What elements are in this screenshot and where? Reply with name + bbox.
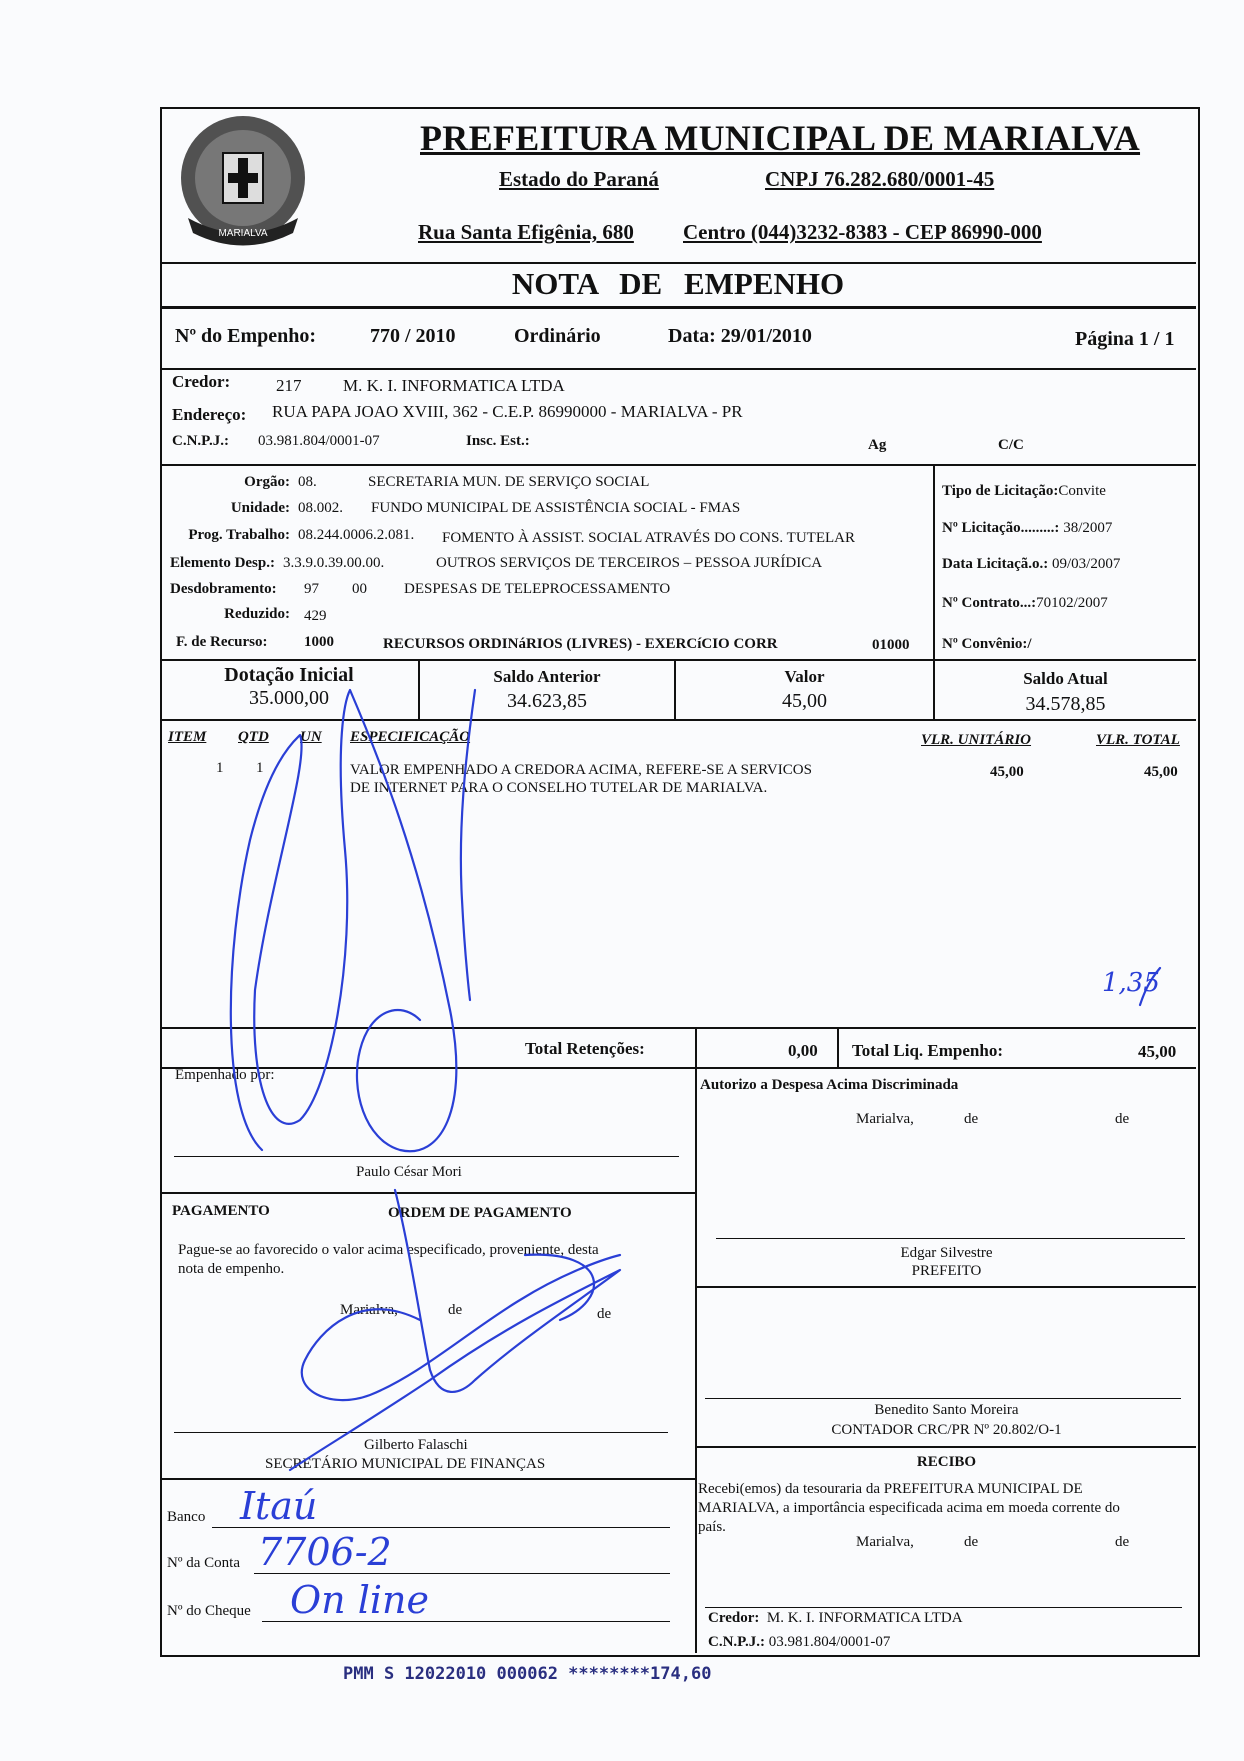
credor-cnpj: 03.981.804/0001-07 [258,433,380,449]
pagamento-texto-1: Pague-se ao favorecido o valor acima especificado, proveniente, desta [178,1242,599,1258]
conta-label: Nº da Conta [167,1555,240,1571]
dotacao-value: 35.000,00 [249,687,329,709]
empenho-number: 770 / 2010 [370,325,456,347]
pagamento-de-1: de [448,1302,463,1318]
prefeito-nome: Edgar Silvestre [900,1245,993,1261]
signature-ordem [290,1190,620,1470]
insc-label: Insc. Est.: [466,433,530,449]
retencoes-label: Total Retenções: [525,1039,645,1058]
financas-nome: Gilberto Falaschi [364,1437,468,1453]
desdob-a: 97 [304,581,319,597]
recibo-texto-3: país. [698,1519,726,1535]
item-qtd: 1 [256,760,264,776]
unidade-desc: FUNDO MUNICIPAL DE ASSISTÊNCIA SOCIAL - FMAS [371,500,741,516]
dotacao-label: Dotação Inicial [224,664,354,686]
col-un: UN [300,729,322,745]
item-spec-line1: VALOR EMPENHADO A CREDORA ACIMA, REFERE-SE A SERVICOS [350,762,812,778]
cheque-label: Nº do Cheque [167,1603,251,1619]
autorizo-text: Autorizo a Despesa Acima Discriminada [700,1077,959,1093]
unidade-code: 08.002. [298,500,343,516]
footer-stamp: PMM S 12022010 000062 ********174,60 [343,1664,712,1684]
header-contact: Centro (044)3232-8383 - CEP 86990-000 [683,220,1042,244]
empenhado-nome: Paulo César Mori [356,1164,462,1180]
ordem-pagamento: ORDEM DE PAGAMENTO [388,1205,572,1221]
prog-code: 08.244.0006.2.081. [298,527,415,543]
recibo-de-2: de [1115,1534,1130,1550]
elemento-code: 3.3.9.0.39.00.00. [283,555,385,571]
autorizo-de-2: de [1115,1111,1130,1127]
credor-code: 217 [276,376,302,395]
licitacao-tipo-value: Convite [1058,483,1106,499]
autorizo-de-1: de [964,1111,979,1127]
atual-value: 34.578,85 [1025,693,1106,715]
header-cnpj: CNPJ 76.282.680/0001-45 [765,167,995,191]
atual-label: Saldo Atual [1023,669,1108,688]
recibo-label: RECIBO [916,1454,977,1470]
recurso-code: 1000 [304,634,334,650]
pagamento-de-2: de [597,1306,612,1322]
licitacao-tipo-label: Tipo de Licitação: [942,483,1059,499]
cc-label: C/C [998,437,1024,453]
col-item: ITEM [168,729,207,745]
col-espec: ESPECIFICAÇÃO [350,729,471,745]
retencoes-value: 0,00 [788,1041,818,1060]
empenho-date: Data: 29/01/2010 [668,325,812,347]
ag-label: Ag [868,437,887,453]
reduzido-label: Reduzido: [224,606,290,622]
page-number: Página 1 / 1 [1075,328,1175,350]
cnpj-label: C.N.P.J.: [172,433,229,449]
credor-address: RUA PAPA JOAO XVIII, 362 - C.E.P. 86990000 - MARIALVA - PR [272,402,743,421]
item-number: 1 [216,760,224,776]
recibo-credor-label: Credor: [708,1610,760,1626]
licitacao-num-value: 38/2007 [1063,520,1113,536]
empenho-label: Nº do Empenho: [175,325,317,347]
page-title: PREFEITURA MUNICIPAL DE MARIALVA [420,118,1141,158]
prog-desc: FOMENTO À ASSIST. SOCIAL ATRAVÉS DO CONS. TUTELAR [442,530,855,546]
cheque-handwritten: On line [290,1578,429,1622]
licitacao-num-label: Nº Licitação.........: [942,520,1060,536]
orgao-label: Orgão: [244,474,290,490]
autorizo-city: Marialva, [856,1111,914,1127]
recurso-label: F. de Recurso: [176,634,268,650]
credor-label: Credor: [172,372,231,391]
recibo-cnpj-value: 03.981.804/0001-07 [768,1634,891,1650]
col-total: VLR. TOTAL [1096,732,1180,748]
handwritten-note: 1,35 [1102,968,1160,998]
elemento-label: Elemento Desp.: [170,555,275,571]
desdob-label: Desdobramento: [170,581,277,597]
financas-cargo: SECRETÁRIO MUNICIPAL DE FINANÇAS [265,1456,546,1472]
recibo-de-1: de [964,1534,979,1550]
desdob-b: 00 [352,581,367,597]
header-address: Rua Santa Efigênia, 680 [418,220,634,244]
item-unit: 45,00 [990,764,1024,780]
reduzido-code: 429 [304,608,327,624]
liquido-value: 45,00 [1138,1042,1177,1061]
recibo-texto-2: MARIALVA, a importância especificada acima em moeda corrente do [698,1500,1120,1516]
seal-text: MARIALVA [218,228,268,239]
anterior-label: Saldo Anterior [493,667,601,686]
elemento-desc: OUTROS SERVIÇOS DE TERCEIROS – PESSOA JURÍDICA [436,555,823,571]
unidade-label: Unidade: [230,500,290,516]
item-total: 45,00 [1144,764,1178,780]
contrato-value: 70102/2007 [1036,595,1108,611]
banco-label: Banco [167,1509,206,1525]
recurso-desc: RECURSOS ORDINáRIOS (LIVRES) - EXERCíCIO CORR [383,636,778,652]
prefeito-cargo: PREFEITO [911,1263,982,1279]
valor-value: 45,00 [782,690,827,712]
col-unit: VLR. UNITÁRIO [921,732,1032,748]
convenio-label: Nº Convênio:/ [942,636,1032,652]
desdob-desc: DESPESAS DE TELEPROCESSAMENTO [404,581,671,597]
orgao-desc: SECRETARIA MUN. DE SERVIÇO SOCIAL [368,474,650,490]
licitacao-data-label: Data Licitaçã.o.: [942,556,1049,572]
contador-cargo: CONTADOR CRC/PR Nº 20.802/O-1 [831,1422,1062,1438]
liquido-label: Total Liq. Empenho: [852,1041,1003,1060]
pagamento-label: PAGAMENTO [172,1203,270,1219]
state-name: Estado do Paraná [499,167,659,191]
credor-name: M. K. I. INFORMATICA LTDA [343,376,565,395]
anterior-value: 34.623,85 [507,690,587,712]
col-qtd: QTD [238,729,269,745]
recibo-cnpj-label: C.N.P.J.: [708,1634,765,1650]
empenho-type: Ordinário [514,325,601,347]
empenhado-label: Empenhado por: [175,1067,275,1083]
recibo-credor-name: M. K. I. INFORMATICA LTDA [766,1610,963,1626]
conta-handwritten: 7706-2 [258,1530,392,1574]
recurso-number: 01000 [872,637,910,653]
valor-label: Valor [784,667,825,686]
pagamento-city: Marialva, [340,1302,398,1318]
pagamento-texto-2: nota de empenho. [178,1261,285,1277]
orgao-code: 08. [298,474,317,490]
prog-label: Prog. Trabalho: [188,527,290,543]
signature-empenhado [231,690,457,1151]
licitacao-data-value: 09/03/2007 [1051,556,1121,572]
address-label: Endereço: [172,405,247,424]
doc-title: NOTA DE EMPENHO [511,266,845,301]
contador-nome: Benedito Santo Moreira [874,1402,1019,1418]
item-spec-line2: DE INTERNET PARA O CONSELHO TUTELAR DE MARIALVA. [350,780,768,796]
banco-handwritten: Itaú [240,1484,318,1528]
recibo-texto-1: Recebi(emos) da tesouraria da PREFEITURA MUNICIPAL DE [698,1481,1083,1497]
contrato-label: Nº Contrato...: [942,595,1037,611]
recibo-city: Marialva, [856,1534,914,1550]
